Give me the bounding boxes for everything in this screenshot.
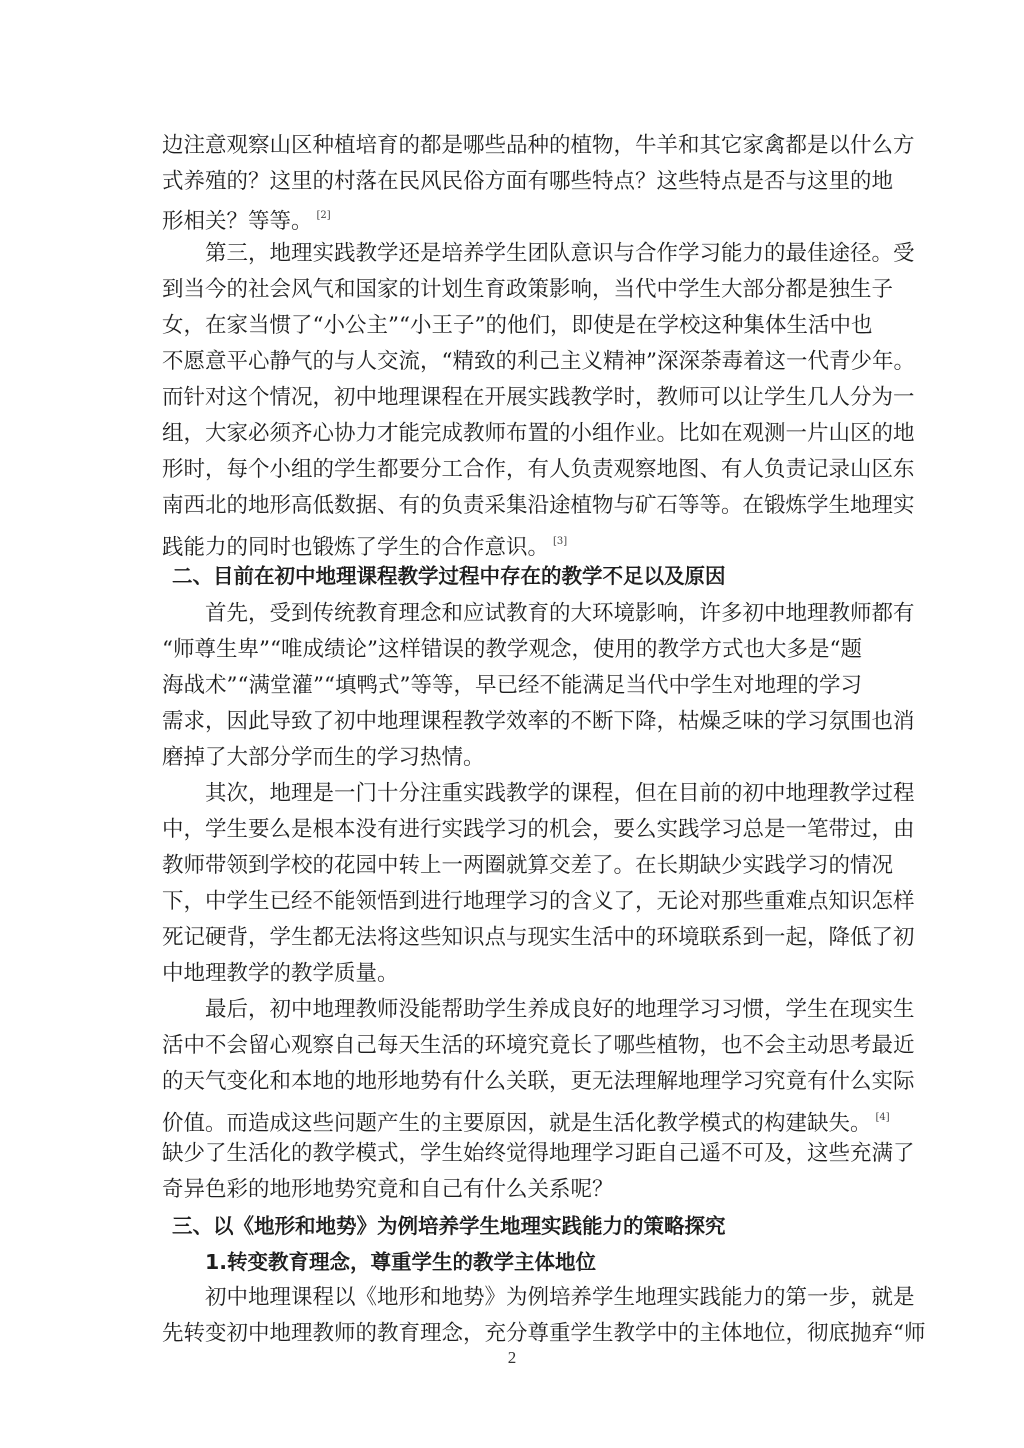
- text-line: 缺少了生活化的教学模式，学生始终觉得地理学习距自己遥不可及，这些充满了: [162, 1141, 915, 1166]
- text-line: 式养殖的？这里的村落在民风民俗方面有哪些特点？这些特点是否与这里的地: [162, 169, 894, 194]
- text-line: 而针对这个情况，初中地理课程在开展实践教学时，教师可以让学生几人分为一: [162, 385, 915, 410]
- text-line: 不愿意平心静气的与人交流，“精致的利己主义精神”深深荼毒着这一代青少年。: [162, 349, 915, 374]
- citation-ref: [2]: [316, 210, 331, 221]
- text-line: 女，在家当惯了“小公主”“小王子”的他们，即使是在学校这种集体生活中也: [162, 313, 873, 338]
- text-line: 教师带领到学校的花园中转上一两圈就算交差了。在长期缺少实践学习的情况: [162, 853, 894, 878]
- text-line: 活中不会留心观察自己每天生活的环境究竟长了哪些植物，也不会主动思考最近: [162, 1033, 915, 1058]
- text-line: 中，学生要么是根本没有进行实践学习的机会，要么实践学习总是一笔带过，由: [162, 817, 915, 842]
- text-line: 奇异色彩的地形地势究竟和自己有什么关系呢？: [162, 1177, 614, 1202]
- section-heading: 二、目前在初中地理课程教学过程中存在的教学不足以及原因: [172, 564, 726, 588]
- text-line: 下，中学生已经不能领悟到进行地理学习的含义了，无论对那些重难点知识怎样: [162, 889, 915, 914]
- text-line: 最后，初中地理教师没能帮助学生养成良好的地理学习习惯，学生在现实生: [205, 997, 915, 1022]
- text-line: 首先，受到传统教育理念和应试教育的大环境影响，许多初中地理教师都有: [205, 601, 915, 626]
- citation-ref: [3]: [553, 536, 568, 547]
- text-line: 初中地理课程以《地形和地势》为例培养学生地理实践能力的第一步，就是: [205, 1285, 915, 1310]
- text-line: 边注意观察山区种植培育的都是哪些品种的植物，牛羊和其它家禽都是以什么方: [162, 133, 915, 158]
- text-line: 到当今的社会风气和国家的计划生育政策影响，当代中学生大部分都是独生子: [162, 277, 894, 302]
- section-heading: 三、以《地形和地势》为例培养学生地理实践能力的策略探究: [172, 1214, 726, 1238]
- subsection-heading: 1.转变教育理念，尊重学生的教学主体地位: [205, 1250, 597, 1274]
- text-line: 其次，地理是一门十分注重实践教学的课程，但在目前的初中地理教学过程: [205, 781, 915, 806]
- page-number: 2: [507, 1348, 517, 1367]
- text-line: “师尊生卑”“唯成绩论”这样错误的教学观念，使用的教学方式也大多是“题: [162, 637, 862, 662]
- text-line: 践能力的同时也锻炼了学生的合作意识。 [3]: [162, 535, 568, 560]
- text-line: 的天气变化和本地的地形地势有什么关联，更无法理解地理学习究竟有什么实际: [162, 1069, 915, 1094]
- text-line: 第三，地理实践教学还是培养学生团队意识与合作学习能力的最佳途径。受: [205, 241, 915, 266]
- text-line: 死记硬背，学生都无法将这些知识点与现实生活中的环境联系到一起，降低了初: [162, 925, 915, 950]
- text-line: 形相关？等等。 [2]: [162, 209, 331, 234]
- text-line: 组，大家必须齐心协力才能完成教师布置的小组作业。比如在观测一片山区的地: [162, 421, 915, 446]
- text-line: 磨掉了大部分学而生的学习热情。: [162, 745, 485, 770]
- citation-ref: [4]: [875, 1112, 890, 1123]
- text-line: 海战术”“满堂灌”“填鸭式”等等，早已经不能满足当代中学生对地理的学习: [162, 673, 862, 698]
- text-line: 先转变初中地理教师的教育理念，充分尊重学生教学中的主体地位，彻底抛弃“师: [162, 1321, 926, 1346]
- text-line: 形时，每个小组的学生都要分工合作，有人负责观察地图、有人负责记录山区东: [162, 457, 915, 482]
- text-line: 南西北的地形高低数据、有的负责采集沿途植物与矿石等等。在锻炼学生地理实: [162, 493, 915, 518]
- text-line: 中地理教学的教学质量。: [162, 961, 399, 986]
- text-line: 价值。而造成这些问题产生的主要原因，就是生活化教学模式的构建缺失。 [4]: [162, 1111, 890, 1136]
- text-line: 需求，因此导致了初中地理课程教学效率的不断下降，枯燥乏味的学习氛围也消: [162, 709, 915, 734]
